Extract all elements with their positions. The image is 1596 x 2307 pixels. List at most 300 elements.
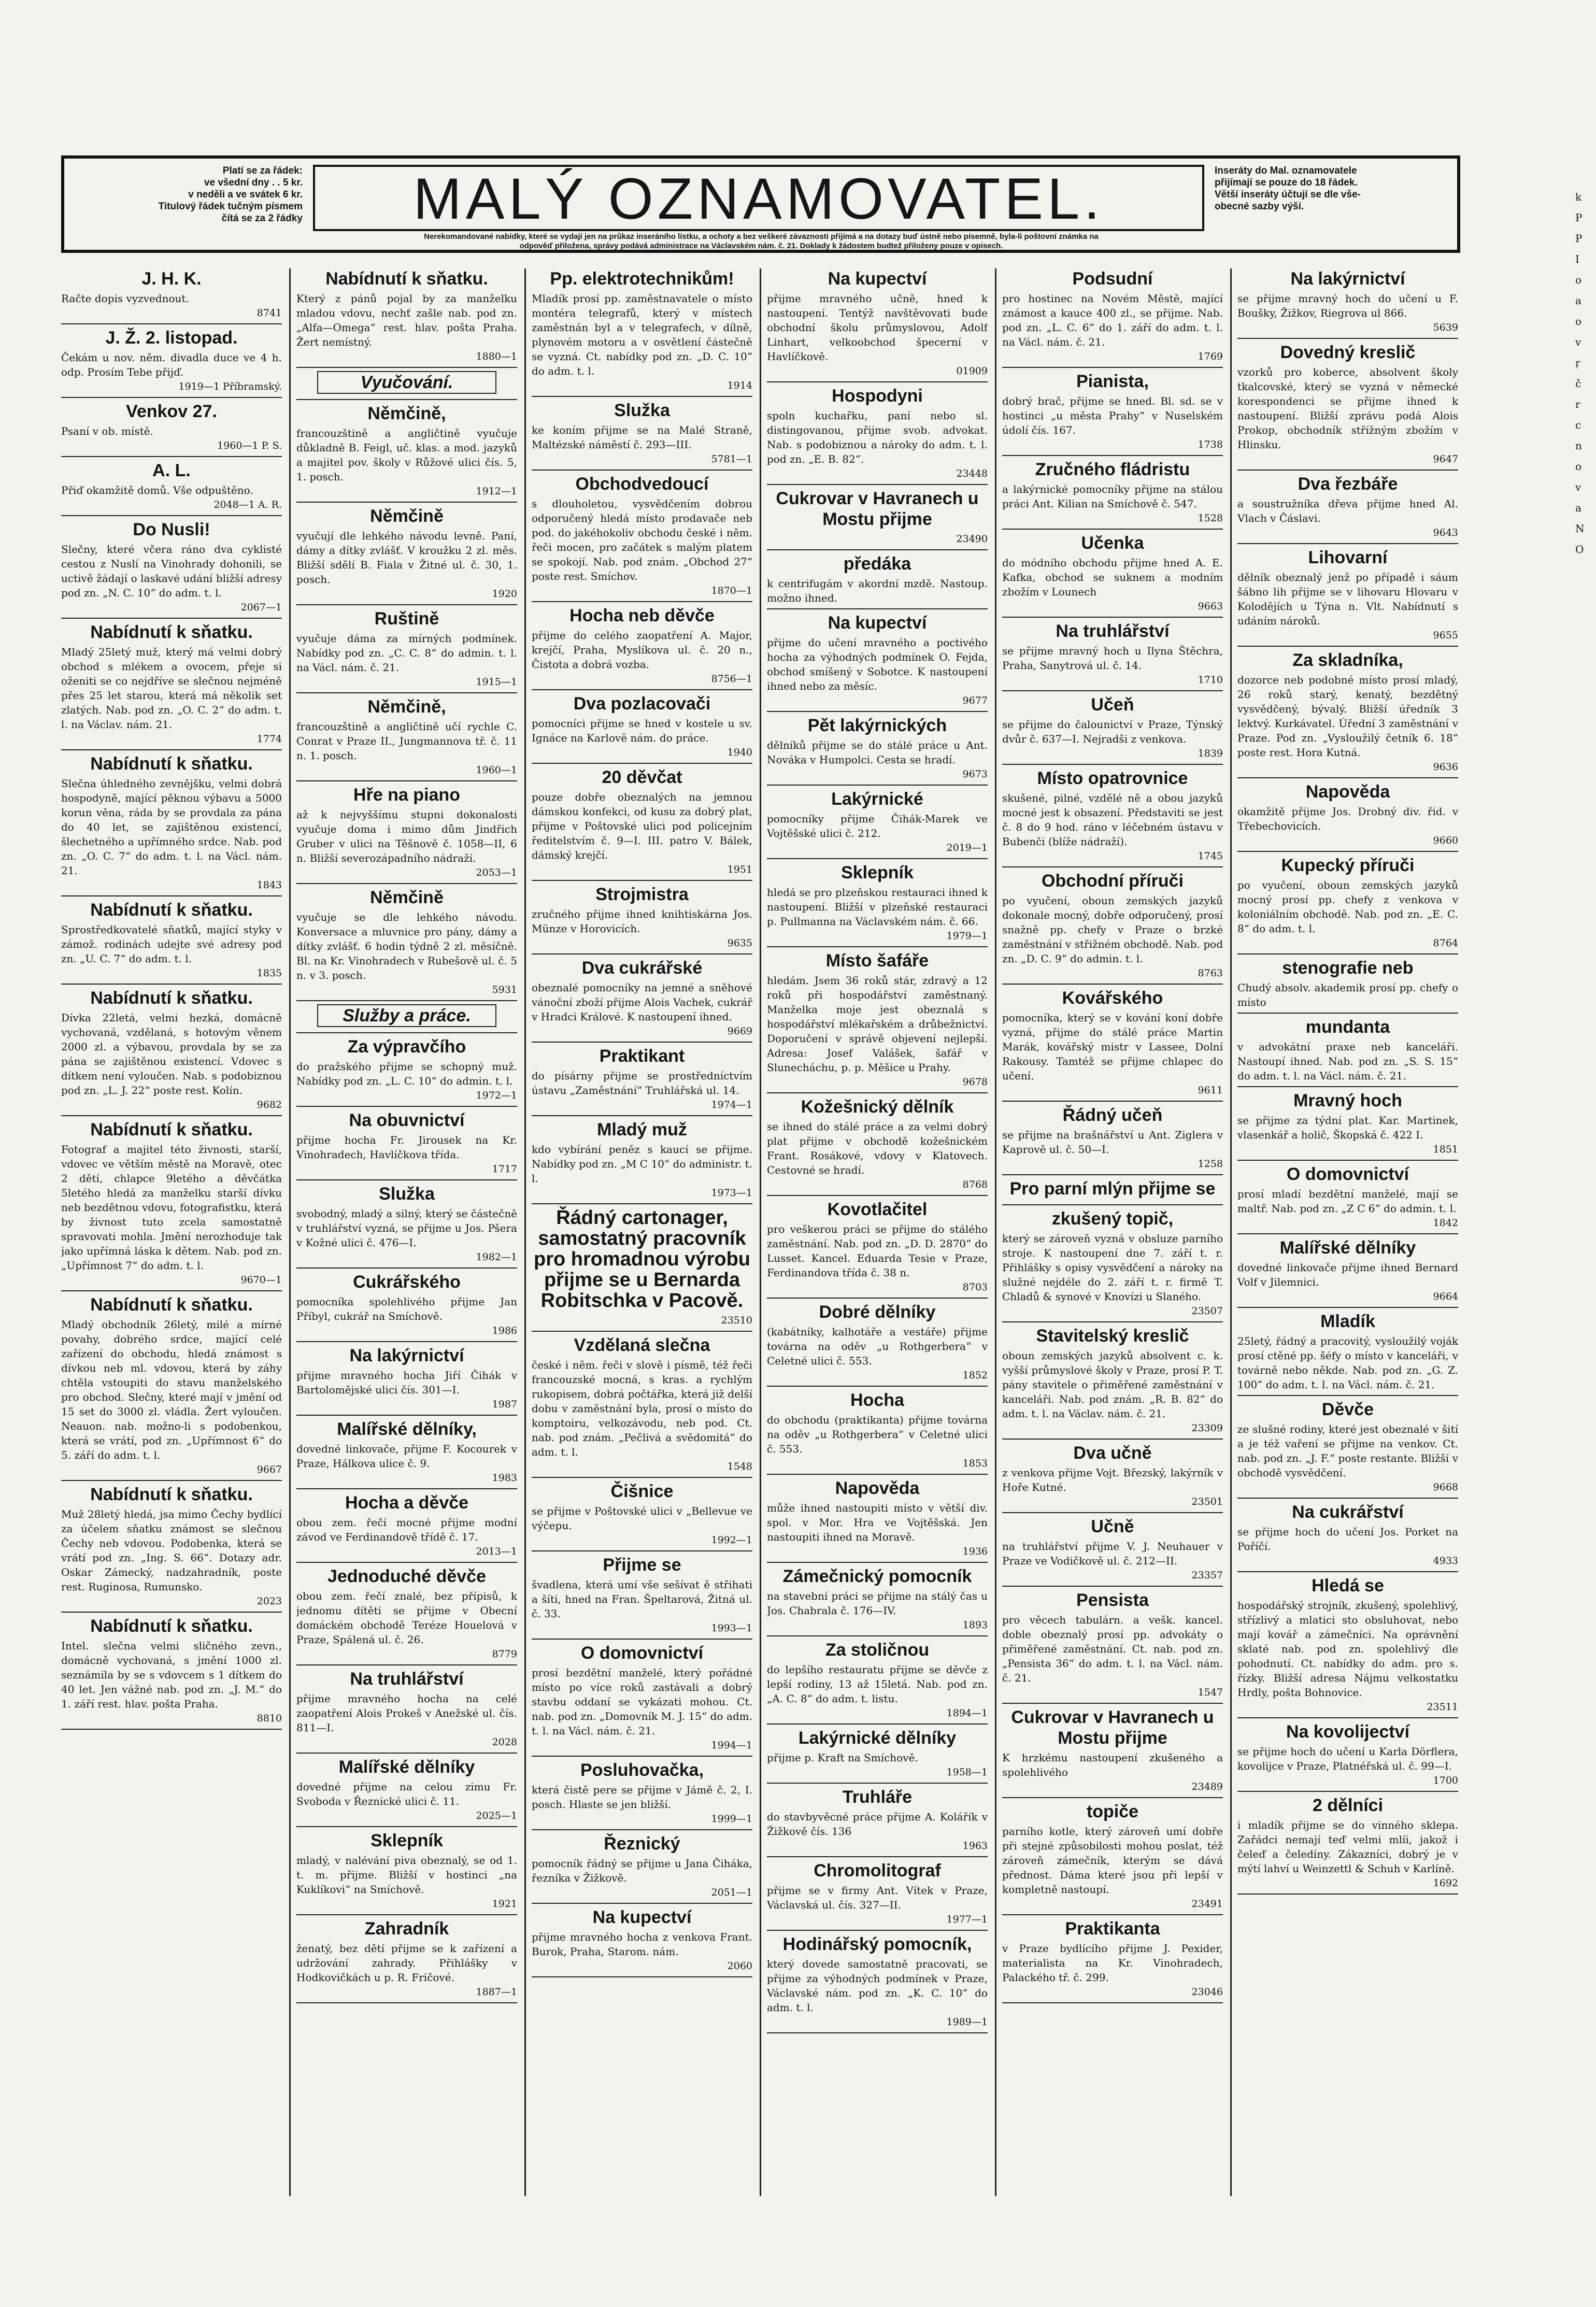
ad-code: 1920 [492,588,517,600]
classified-ad [1237,650,1458,778]
ad-code: 1880—1 [476,351,517,362]
classified-ad [767,1787,988,1857]
ad-heading: Nabídnutí k sňatku. [90,988,253,1008]
ad-column [1002,268,1223,2196]
ad-code: 1839 [1198,748,1223,759]
pricing-line: čítá se za 2 řádky [221,213,303,224]
classified-ad [1237,268,1458,339]
classified-ad [296,1004,517,1033]
ad-heading: topiče [1086,1802,1139,1821]
ad-text: obou zem. řečí znalé, bez přípisů, k jednomu dítěti se přijme v Obecní domáckém obchodě Teréze Houelová v Praze, Spálená ul. č. 26. [296,1590,517,1646]
ad-code: 9660 [1433,835,1458,846]
ad-text: pro veškerou práci se přijme do stálého zaměstnání. Nab. pod zn. „D. D. 2870“ do Lusset. Kancel. Eduarda Tesie v Praze, Ferdinandova třída č. 38 n. [767,1223,988,1279]
ad-code: 1958—1 [946,1767,988,1778]
ad-code: 1919—1 Příbramský. [178,381,282,392]
ad-code: 23357 [1191,1570,1223,1581]
ad-text: pomocníka, který se v kování koní dobře vyzná, přijme do stálé práce Martin Marák, kovářský mistr v Lassee, Dolní Rakousy. Tamtéž se přijme chlapec do učení. [1002,1012,1223,1082]
ad-heading: zkušený topič, [1051,1209,1174,1229]
ad-code: 23490 [956,533,988,545]
ad-heading: 2 dělníci [1312,1796,1384,1815]
masthead-notice [75,232,1448,251]
ad-text: do stavbyvěcné práce přijme A. Kolářík v Žižkově čís. 136 [767,1811,988,1838]
classified-ad [1237,1017,1458,1087]
margin-glyph: v [1575,481,1581,493]
ad-code: 8768 [962,1179,988,1190]
ad-code: 2025—1 [476,1810,517,1821]
ad-text: do obchodu (praktikanta) přijme továrna na oděv „u Rothgerbera“ v Celetné ulici č. 553. [767,1414,988,1455]
classified-ad [61,519,282,619]
ad-heading: Nabídnutí k sňatku. [90,1485,253,1504]
ad-text: (kabátníky, kalhotáře a vestáře) přijme továrna na oděv „u Rothgerbera“ v Celetné ulici č. 553. [767,1326,988,1367]
margin-glyph: O [1575,543,1584,556]
ad-text: dozorce neb podobné místo prosí mladý, 26 roků starý, kenatý, bezdětný vysvědčený, bývalý. Bližší úředník 3 lektvý. Kurkávatel. Úřední 3 zaměstnání v Praze. Pod zn. „Vysloužilý četník 6. 18“ poste rest. Hora Kutná. [1237,674,1458,759]
ad-heading: Na kupectví [828,269,927,289]
ad-text: do módního obchodu přijme hned A. E. Kafka, obchod se suknem a modním zbožím v Lounech [1002,557,1223,598]
column-rule [995,268,996,2196]
ad-text: Slečny, které včera ráno dva cyklisté cestou z Nuslí na Vinohrady dohonili, se uctivě žádají o laskavé udání bližší adresy pod zn. „N. C. 10“ do adm. t. l. [61,543,282,599]
ad-code: 1870—1 [711,585,752,596]
ad-text: po vyučení, oboun zemských jazyků mocný prosí pp. chefy z venkova v koloniálním obchodě. Nab. pod zn. „E. C. 8“ do adm. t. l. [1237,879,1458,935]
margin-glyph: a [1575,294,1581,307]
ad-text: se přijme hoch do učení u Karla Dörflera, kovolijce v Praze, Platnéřská ul. č. 99—I. [1237,1745,1458,1772]
ad-text: Intel. slečna velmi sličného zevn., domácně vychovaná, s jmění 1000 zl. seznámila by se s vdovcem s 1 dítkem do 40 let. Jen vážné nab. pod zn. „J. M.“ do 1. září rest. hlav. pošta Praha. [61,1640,282,1710]
ad-code: 23501 [1191,1496,1223,1507]
ad-heading: Dva pozlacovači [573,694,711,714]
ad-heading: Čišnice [610,1482,674,1501]
ad-heading: Sklepník [370,1831,443,1850]
margin-bleed-text [1575,187,1591,560]
ad-code: 1999—1 [711,1813,752,1825]
classified-ad [767,386,988,485]
ad-code: 2023 [256,1596,282,1607]
ad-code: 1993—1 [711,1622,752,1634]
ad-text: po vyučení, oboun zemských jazyků dokonale mocný, dobře odporučený, prosí snažně pp. chefy v Praze o brzké zaměstnání v střižném obchodě. Nab. pod zn. „D. C. 9“ do admin. t. l. [1002,894,1223,965]
ad-text: Dívka 22letá, velmi hezká, domácně vychovaná, vzdělaná, s hotovým věnem 2000 zl. a výbavou, provdala by se za pána se zajištěnou existencí. Vdovec s dítkem není vyloučen. Nab. s podobiznou pod zn. „L. J. 22“ poste rest. Kolín. [61,1012,282,1096]
ad-code: 8756—1 [711,673,752,685]
classified-ad [296,403,517,503]
classified-ad [1002,768,1223,867]
classified-ad [1002,1178,1223,1205]
ad-text: Slečna úhledného zevnějšku, velmi dobrá hospodyně, mající pěknou výbavu a 5000 korun věna, ráda by se provdala za pána do 40 let, se zajištěnou existencí, šlechetného a upřímného srdce. Nab. pod zn. „O. C. 7“ do adm. t. l. na Václ. nám. 21. [61,777,282,877]
ad-text: přijme do učení mravného a poctivého hocha za výhodných podmínek O. Fejda, obchod smíšený v Sobotce. K nastoupení ihned nebo za měsíc. [767,636,988,692]
ad-text: na stavební práci se přijme na stálý čas u Jos. Chabrala č. 176—IV. [767,1590,988,1617]
ad-text: vzorků pro koberce, absolvent školy tkalcovské, který se vyzná v německé korespondenci se přijme ihned k nastoupení. Bližší zprávu podá Alois Prokop, obchodník střížným zbožím v Hlinsku. [1237,366,1458,451]
page-title: MALÝ OZNAMOVATEL. [313,165,1204,231]
ad-text: hledám. Jsem 36 roků stár, zdravý a 12 roků při hospodářství zaměstnaný. Manželka moje jest obeznalá s hospodářství mlékařském a drůbežnictví. Doporučení v správě objevení nejlepší. Adresa: Josef Valášek, šafář v Slunecháchu, p. p. Měšice u Prahy. [767,974,988,1074]
ad-code: 1977—1 [946,1914,988,1925]
ad-text: přijme mravného hocha Jiří Čihák v Bartolomějské ulici čís. 301—I. [296,1369,517,1396]
ad-code: 8810 [256,1713,282,1724]
ad-text: K hrzkému nastoupení zkušeného a spolehlivého [1002,1751,1223,1778]
ad-text: Mladík prosí pp. zaměstnavatele o místo montéra telegrafů, který v místech zaměstnán byl a v telegrafech, v dílně, plynovém motoru a v osvětlení částečně se vyzná. Ct. nabídky pod zn. „D. C. 10“ do adm. t. l. [532,292,752,377]
ad-code: 1851 [1433,1144,1458,1155]
ad-text: přijme mravného hocha z venkova Frant. Burok, Praha, Starom. nám. [532,1931,752,1958]
ad-text: v advokátní praxe neb kanceláři. Nastoupí ihned. Nab. pod zn. „S. S. 15“ do adm. t. l. na Václ. nám. č. 21. [1237,1041,1458,1082]
ad-code: 9636 [1433,761,1458,773]
classified-ad [767,613,988,712]
ad-heading: Hocha a děvče [345,1493,469,1513]
classified-ad [1237,1795,1458,1895]
classified-ad [767,1728,988,1784]
classified-ad [296,1566,517,1665]
ad-code: 23510 [721,1315,752,1326]
classified-ad [61,988,282,1116]
ad-heading: Na kupectví [592,1907,692,1927]
ad-text: francouzštině a angličtině vyučuje důkladně B. Feigl, uč. klas. a mod. jazyků a majitel pov. školy v Růžové ulici čís. 5, 1. posch. [296,427,517,483]
ad-code: 1852 [962,1370,988,1381]
ad-code: 9635 [727,937,752,949]
ad-code: 1915—1 [476,676,517,688]
ad-code: 2067—1 [240,602,282,613]
ad-heading: Lihovarní [1308,548,1388,567]
classified-ad [61,1484,282,1613]
ad-code: 23491 [1191,1898,1223,1910]
classified-ad [1002,1918,1223,2003]
ad-text: může ihned nastoupiti místo v větší div. spol. v Mor. Hra ve Vojtěšská. Jen nastoupiti ihned na Moravě. [767,1502,988,1543]
ad-text: do pražského přijme se schopný muž. Nabídky pod zn. „L. C. 10“ do admin. t. l. [296,1060,517,1087]
classified-ad [532,884,752,955]
classified-ad [296,1184,517,1269]
classified-ad [532,1046,752,1116]
ad-heading: Řeznický [604,1834,680,1854]
ad-code: 9643 [1433,527,1458,538]
ad-text: prosí mladí bezdětní manželé, mají se maltř. Nab. pod zn. „Z C 6“ do admin. t. l. [1237,1188,1458,1215]
ad-text: pro hostinec na Novém Městě, mající známost a kauce 400 zl., se přijme. Nab. pod zn. „L. C. 6“ do 1. září do adm. t. l. na Václ. nám. č. 21. [1002,292,1223,348]
ad-heading: Zručného fládristu [1035,460,1190,479]
ad-code: 1994—1 [711,1740,752,1751]
ad-code: 8741 [256,307,282,319]
classified-ad [767,1640,988,1725]
ad-text: oboun zemských jazyků absolvent c. k. vyšší průmyslové školy v Praze, prosí P. T. pány stavitele o přiměřené zaměstnání v kanceláři. Nab. pod znám. „R. B. 82“ do adm. t. l. na Václav. nám. č. 21. [1002,1349,1223,1420]
ad-code: 5781—1 [711,453,752,465]
classified-ad [296,268,517,368]
ad-heading: Němčině [370,506,444,526]
ad-column [296,268,517,2196]
margin-glyph: n [1575,439,1582,452]
ad-heading: Vzdělaná slečna [574,1335,710,1355]
ad-heading: Zahradník [364,1919,449,1939]
ad-code: 4933 [1433,1555,1458,1567]
ad-text: prosí bezdětní manželé, který pořádné místo po více roků zastávali a dobrý stavbu oddaní se vykázati mohou. Ct. nab. pod zn. „Domovník M. J. 15“ do adm. t. l. na Václ. nám. č. 21. [532,1667,752,1737]
margin-glyph: c [1575,419,1581,431]
classified-ad [1002,268,1223,368]
ad-text: parního kotle, který zároveň umí dobře při stejné způsobilosti mohou poslat, též zároveň zámečník, kterým se dává přednost. Dáma které jsou při lepší v kompletně nastoupí. [1002,1825,1223,1896]
ad-heading: Dva řezbáře [1298,474,1398,494]
ad-code: 1974—1 [711,1099,752,1110]
classified-ad [532,474,752,602]
ad-heading: Pianista, [1076,372,1149,391]
ad-heading: O domovnictví [1286,1164,1409,1184]
ad-text: do lepšího restauratu přijme se děvče z lepší rodiny, 13 až 15letá. Nab. pod zn. „A. C. 8“ do adm. t. listu. [767,1663,988,1705]
ad-code: 1692 [1433,1877,1458,1889]
ad-text: se přijme do čalounictví v Praze, Týnský dvůr č. 637—I. Nejradši z venkova. [1002,718,1223,745]
ad-code: 1843 [256,879,282,891]
pricing-line: Titulový řádek tučným písmem [158,201,303,212]
classified-ad [1237,855,1458,955]
classified-ad [532,693,752,764]
pricing-line: Platí se za řádek: [222,165,303,176]
ad-code: 1992—1 [711,1534,752,1546]
ad-text: okamžitě přijme Jos. Drobný div. řid. v Třebechovicích. [1237,805,1458,832]
classified-ad [296,1110,517,1180]
classified-ad [1237,342,1458,471]
classified-ad [767,268,988,382]
classified-ad [1002,1105,1223,1175]
ad-code: 1738 [1198,439,1223,450]
ad-text: se přijme mravný hoch u Ilyna Štěchra, Praha, Sanytrová ul. č. 14. [1002,645,1223,672]
classified-ad [532,1907,752,1977]
ad-code: 9670—1 [240,1274,282,1286]
ad-code: 23309 [1191,1422,1223,1434]
classified-ad [532,1207,752,1332]
ad-code: 8703 [962,1281,988,1293]
classified-ad [532,958,752,1043]
classified-ad [1002,1208,1223,1322]
classified-ad [1237,547,1458,647]
classified-ad [1237,958,1458,1014]
classified-ad [767,488,988,550]
ad-text: k centrifugám v akordní mzdě. Nastoup. možno ihned. [767,577,988,604]
ad-code: 1979—1 [946,930,988,942]
ad-heading: Dobré dělníky [819,1302,936,1322]
classified-ad [296,887,517,1001]
ad-heading: Lakýrnické [831,789,923,809]
ad-heading: Praktikant [599,1046,685,1066]
ad-code: 2013—1 [476,1546,517,1557]
classified-ad [1002,988,1223,1102]
ad-text: přijme mravného učně, hned k nastoupení. Tentýž navštěvovati bude obchodní školu průmyslovou, Adolf Linhart, velkoobchod špecerní v Havlíčkově. [767,292,988,363]
ad-heading: Strojmistra [595,885,689,904]
ad-code: 2060 [727,1960,752,1972]
ad-heading: Místo opatrovnice [1037,768,1188,788]
classified-ad [61,327,282,398]
ad-heading: O domovnictví [580,1643,704,1663]
ad-heading: Za stoličnou [825,1640,930,1660]
ad-text: vyučují dle lehkého návodu levně. Paní, dámy a dítky zvlášť. V kroužku 2 zl. měs. Bližší sdělí B. Fiala v Žitné ul. č. 30, 1. posch. [296,530,517,586]
ad-text: dovedné přijme na celou zimu Fr. Svoboda v Řeznické ulici č. 11. [296,1781,517,1807]
classified-ad [296,371,517,400]
ad-heading: Na obuvnictví [349,1110,465,1130]
ad-text: dělník obeznalý jenž po případě i sáum šábno lih přijme se v lihovaru Hlovaru v Kolodějích u Týna n. Vlt. Nabídnutí s udáním nároků. [1237,571,1458,627]
margin-glyph: r [1575,398,1580,410]
classified-ad [532,1335,752,1478]
ad-text: hospodářský strojník, zkušený, spolehlivý, střízlivý a mlatici sto obsluhovat, nebo mají kovář a zámečníci. Na oprávnění sklaté nab. pod zn. spolehlivý dle pohodnutí. Ct. nabídky do adm. pro s. řízky. Bližší adresa Nájmu velkostatku Hrdly, pošta Bohnovice. [1237,1599,1458,1699]
classified-ad [61,401,282,457]
ad-text: Který z pánů pojal by za manželku mladou vdovu, nechť zašle nab. pod zn. „Alfa—Omega“ rest. hlav. pošta Praha. Žert nemístný. [296,292,517,348]
ad-heading: Nabídnutí k sňatku. [90,900,253,920]
ad-code: 1987 [492,1399,517,1410]
classified-ad [532,1481,752,1551]
column-rule [289,268,291,2196]
notice-line: Nerekomandované nabídky, které se vydají jen na průkaz inseráního lístku, a ochoty a bez veškeré závaznosti přijímá a na dotazy buď ústně nebo písemně, byla-li poštovní známka na [424,232,1099,241]
ad-heading: Nabídnutí k sňatku. [90,622,253,642]
classified-ad [1237,1090,1458,1161]
classified-ad [767,1566,988,1636]
pricing-box [75,165,303,224]
classified-ad [1237,1502,1458,1572]
ad-text: Sprostředkovatelé sňatků, mající styky v zámož. rodinách udejte své adresy pod zn. „U. C. 7“ do adm. t. l. [61,923,282,965]
ad-code: 2019—1 [946,842,988,853]
ad-text: pouze dobře obeznalých na jemnou dámskou konfekci, od kusu za dobrý plat, přijme v Poštovské ulici pod policejním ředitelstvím č. 9—I. III. patro V. Bálek, dámský krejčí. [532,791,752,861]
classified-ad [767,1390,988,1475]
ad-text: Přiď okamžitě domů. Vše odpuštěno. [61,484,253,496]
classified-ad [296,1918,517,2003]
classified-ad [1002,871,1223,985]
ad-heading: Němčině, [367,404,446,423]
ad-heading: Chromolitograf [814,1861,941,1881]
classified-ad [1237,1399,1458,1499]
ad-code: 9677 [962,695,988,706]
ad-heading: Místo šafáře [825,951,929,971]
classified-ad [767,1199,988,1299]
ad-heading: Němčině, [367,697,446,717]
classified-ad [296,608,517,693]
classified-ad [1002,1590,1223,1704]
ad-heading: Hře na piano [353,785,460,805]
ad-code: 1710 [1198,674,1223,686]
classified-ad [296,785,517,884]
margin-glyph: P [1575,211,1583,224]
classified-ad [1237,1237,1458,1308]
ad-heading: Řádný učeň [1062,1105,1163,1125]
ad-text: se přijme mravný hoch do učení u F. Boušky, Žižkov, Riegrova ul 866. [1237,292,1458,319]
ad-text: kdo vybírání peněz s kaucí se přijme. Nabídky pod zn. „M C 10“ do administr. t. l. [532,1143,752,1185]
margin-glyph: č [1575,377,1581,390]
rules-line: přijímají se pouze do 18 řádek. [1215,177,1358,188]
classified-ad [61,460,282,516]
column-rule [1230,268,1232,2196]
ad-code: 1547 [1198,1687,1223,1698]
ad-heading: Kovotlačitel [827,1200,928,1219]
ad-code: 9668 [1433,1482,1458,1493]
ad-text: přijme do celého zaopatření A. Major, krejčí, Praha, Myslíkova ul. č. 20 n., Čistota a dobrá vozba. [532,629,752,671]
ad-code: 1973—1 [711,1187,752,1199]
ad-text: spoln kuchařku, paní nebo sl. distingovanou, přijme svob. advokat. Nab. s podobiznou a nároky do adm. t. l. pod zn. „E. B. 82“. [767,409,988,465]
ad-code: 1963 [962,1840,988,1852]
classified-ad [296,1492,517,1563]
ad-text: na truhlářství přijme V. J. Neuhauer v Praze ve Vodičkově ul. č. 212—II. [1002,1540,1223,1567]
ad-heading: Nabídnutí k sňatku. [90,1295,253,1315]
classified-ad [1237,1575,1458,1718]
ad-text: dovedné linkovače, přijme F. Kocourek v Praze, Hálkova ulice č. 9. [296,1443,517,1470]
ad-text: ze slušné rodiny, které jest obeznalé v šití a je též vaření se přijme na venkov. Ct. nab. pod zn. „J. F.“ poste restante. Bližší v obchodě vysvědčení. [1237,1423,1458,1479]
ad-heading: Dva učně [1073,1443,1152,1463]
ad-text: Chudý absolv. akademik prosí pp. chefy o místo [1237,981,1458,1008]
classified-ad [767,950,988,1093]
ad-text: Muž 28letý hledá, jsa mimo Čechy bydlící za účelem sňatku známost se slečnou Čechy neb vdovou. Podobenka, která se vrátí pod zn. „Ing. S. 66“. Dotazy adr. Oskar Zámecký, nadzahradník, poste rest. Ruginosa, Rumunsko. [61,1508,282,1593]
classified-ad [61,1616,282,1730]
ad-heading: Za výpravčího [347,1037,466,1057]
classified-ad [532,1760,752,1830]
ad-heading: Na kovolijectví [1286,1722,1410,1742]
ad-heading: Posluhovačka, [580,1760,704,1780]
ad-text: dovedné linkovače přijme ihned Bernard Volf v Jilemnici. [1237,1261,1458,1288]
ad-heading: Služka [614,401,670,420]
classified-ad [296,1419,517,1489]
ad-heading: Kovářského [1062,988,1163,1008]
ad-heading: Cukrovar v Havranech u Mostu přijme [1011,1707,1214,1748]
ad-heading: Truhláře [842,1787,913,1807]
classified-ad [1237,1721,1458,1792]
ad-text: 25letý, řádný a pracovitý, vysloužilý voják prosí ctěné pp. šéfy o místo v kanceláři, v továrně nebo někde. Nab. pod zn. „G. Z. 100“ do adm. t. l. na Václ. nám. č. 21. [1237,1335,1458,1391]
ad-code: 23046 [1191,1986,1223,1998]
ad-heading: Pět lakýrnických [807,716,947,735]
classified-ad [1002,533,1223,618]
ad-code: 9667 [256,1464,282,1475]
ad-heading: Stavitelský kreslič [1036,1326,1189,1346]
ad-code: 1853 [962,1458,988,1469]
classified-ad [1002,694,1223,765]
ad-code: 1921 [492,1898,517,1910]
ad-text: vyučuje se dle lehkého návodu. Konversace a mluvnice pro pány, dámy a dítky zvlášť. 6 hodin týdně 2 zl. měsíčně. Bl. na Kr. Vinohradech v Rubešově ul. č. 5 n. v 3. posch. [296,911,517,981]
ad-column [767,268,988,2196]
ad-heading: Hospodyni [832,386,923,406]
ad-text: s dlouholetou, vysvědčením dobrou odporučený hledá místo prodavače neb pod. do jakéhokoliv obchodu české i něm. řeči mocen, pro začátek s malým platem se spokojí. Nab. pod znám. „Obchod 27“ poste rest. Smíchov. [532,497,752,582]
ad-heading: Dva cukrářské [581,958,703,978]
ad-heading: Na truhlářství [1056,621,1170,641]
ad-heading: Hocha neb děvče [569,606,715,625]
ad-heading: Kožešnický dělník [801,1097,954,1117]
classified-ad [61,268,282,324]
ad-text: Mladý 25letý muž, který má velmi dobrý obchod s mlékem a ovocem, přeje si oženiti se co nejdříve se slečnou nejméně přes 25 let starou, která má několik set zlatých. Nab. pod zn. „O. C. 2“ do adm. t. l. na Václav. nám. 21. [61,646,282,731]
ad-code: 9669 [727,1026,752,1037]
classified-ad [1002,1801,1223,1915]
ad-text: obeznalé pomocníky na jemné a sněhové vánoční zboží přijme Alois Vachek, cukrář v Hradci Králové. K nastoupení ihned. [532,981,752,1023]
ad-heading: Na kupectví [828,613,927,633]
ad-heading: Němčině [370,888,444,907]
classified-ad [296,696,517,781]
ad-text: která čistě pere se přijme v Jámě č. 2, I. posch. Hlaste se jen bližší. [532,1784,752,1811]
ad-text: ke koním přijme se na Malé Straně, Maltézské náměstí č. 293—III. [532,424,752,451]
column-rule [760,268,761,2196]
ad-code: 1989—1 [946,2016,988,2028]
ad-text: i mladík přijme se do vinného sklepa. Zařádci nemají teď velmi mlíi, jakož i čeleď a čeledíny. Zákazníci, dobrý je v mýtí lahví u Weinzettl & Schuh v Karlíně. [1237,1819,1458,1875]
ad-heading: Učně [1091,1517,1134,1536]
ad-heading: Pp. elektrotechnikům! [550,269,734,289]
classified-ad [1237,781,1458,852]
ad-code: 1940 [727,747,752,758]
ad-code: 1745 [1198,850,1223,862]
ad-code: 1982—1 [476,1251,517,1263]
ad-code: 2053—1 [476,867,517,878]
classified-ad [61,900,282,985]
ad-heading: Kupecký příruči [1281,856,1415,875]
ad-text: mladý, v nalévání piva obeznalý, se od 1. t. m. přijme. Bližší v hostinci „na Kuklíkovi“ na Smíchově. [296,1854,517,1896]
ad-heading: Služka [379,1184,435,1204]
ad-text: se přijme za týdní plat. Kar. Martinek, vlasenkář a holič, Škopská č. 422 I. [1237,1114,1458,1141]
ad-text: hledá se pro plzeňskou restauraci ihned k nastoupení. Bližší v plzeňské restauraci p. Pullmanna na Václavském nám. č. 66. [767,886,988,928]
rules-line: obecné sazby výší. [1215,201,1304,212]
ad-text: švadlena, která umí vše sešívat ě střihati a šíti, hned na Fran. Špeltarová, Žitná ul. č. 33. [532,1578,752,1620]
ad-code: 1258 [1198,1158,1223,1170]
ad-heading: Na lakýrnictví [349,1346,464,1365]
classified-ad [532,1555,752,1640]
ad-text: přijme se v firmy Ant. Vítek v Praze, Václavská ul. čís. 327—II. [767,1884,988,1911]
ad-code: 9678 [962,1076,988,1088]
ad-heading: Na lakýrnictví [1290,269,1405,289]
classified-ad [1002,1707,1223,1798]
ad-code: 1960—1 [476,764,517,776]
ad-code: 1717 [492,1163,517,1175]
ad-text: obou zem. řečí mocné přijme modní závod ve Ferdinandově třídě č. 17. [296,1516,517,1543]
ad-column [532,268,752,2196]
ad-text: se přijme v Poštovské ulici v „Bellevue ve výčepu. [532,1505,752,1532]
ad-code: 9611 [1198,1085,1223,1096]
ad-code: 8779 [492,1648,517,1660]
margin-glyph: P [1575,232,1583,245]
ad-heading: Na truhlářství [350,1669,464,1689]
ad-code: 1960—1 P. S. [217,440,282,451]
